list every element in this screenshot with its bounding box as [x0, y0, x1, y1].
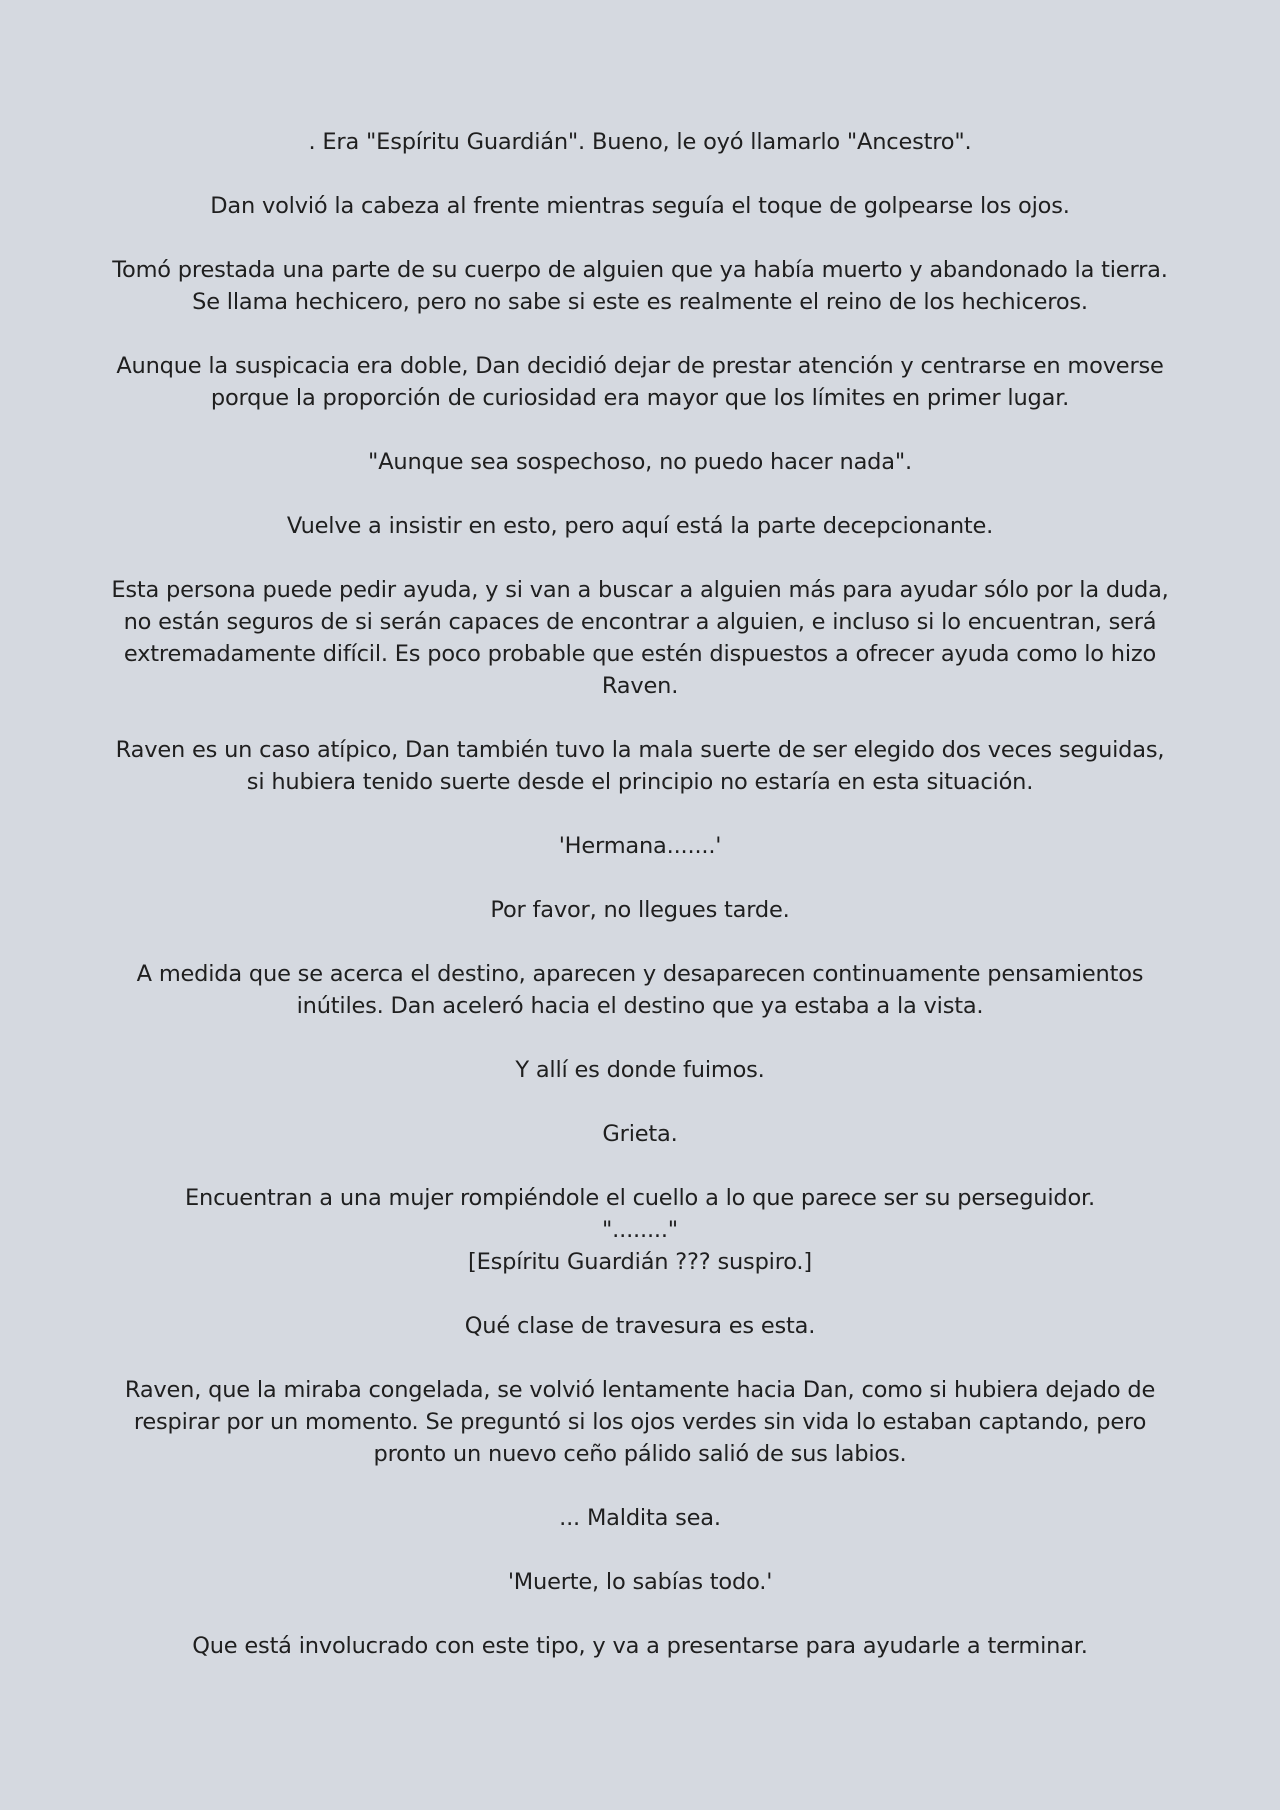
paragraph: Y allí es donde fuimos. [515, 1057, 765, 1083]
paragraph: Aunque la suspicacia era doble, Dan decidió dejar de prestar atención y centrarse en moverse porque la proporción de curiosidad era mayor que los límites en primer lugar. [116, 353, 1164, 411]
paragraph: "........" [602, 1217, 678, 1243]
paragraph: 'Hermana.......' [558, 833, 722, 859]
paragraph: Qué clase de travesura es esta. [464, 1313, 816, 1339]
paragraph: Raven es un caso atípico, Dan también tuvo la mala suerte de ser elegido dos veces seguidas, si hubiera tenido suerte desde el principio no estaría en esta situación. [115, 737, 1165, 795]
paragraph: Encuentran a una mujer rompiéndole el cuello a lo que parece ser su perseguidor. [185, 1185, 1095, 1211]
paragraph: Que está involucrado con este tipo, y va a presentarse para ayudarle a terminar. [192, 1633, 1088, 1659]
paragraph: Dan volvió la cabeza al frente mientras seguía el toque de golpearse los ojos. [210, 193, 1070, 219]
paragraph: Tomó prestada una parte de su cuerpo de alguien que ya había muerto y abandonado la tierra. Se llama hechicero, pero no sabe si este es realmente el reino de los hechiceros. [112, 257, 1168, 315]
paragraph: Vuelve a insistir en esto, pero aquí está la parte decepcionante. [286, 513, 994, 539]
paragraph: Raven, que la miraba congelada, se volvió lentamente hacia Dan, como si hubiera dejado de respirar por un momento. Se preguntó si los ojos verdes sin vida lo estaban captando, pero pronto un nuevo ceño pálido salió de sus labios. [124, 1377, 1156, 1467]
paragraph: ... Maldita sea. [559, 1505, 721, 1531]
paragraph: Por favor, no llegues tarde. [490, 897, 790, 923]
paragraph: Esta persona puede pedir ayuda, y si van a buscar a alguien más para ayudar sólo por la duda, no están seguros de si serán capaces de encontrar a alguien, e incluso si lo encuentran, será extremadamente difícil. Es poco probable que estén dispuestos a ofrecer ayuda como lo hizo Raven. [111, 577, 1169, 699]
paragraph: [Espíritu Guardián ??? suspiro.] [468, 1249, 812, 1275]
paragraph: 'Muerte, lo sabías todo.' [507, 1569, 773, 1595]
paragraph: . Era "Espíritu Guardián". Bueno, le oyó llamarlo "Ancestro". [308, 129, 972, 155]
paragraph: A medida que se acerca el destino, aparecen y desaparecen continuamente pensamientos inútiles. Dan aceleró hacia el destino que ya estaba a la vista. [136, 961, 1144, 1019]
paragraph: Grieta. [602, 1121, 678, 1147]
paragraph: "Aunque sea sospechoso, no puedo hacer nada". [368, 449, 912, 475]
